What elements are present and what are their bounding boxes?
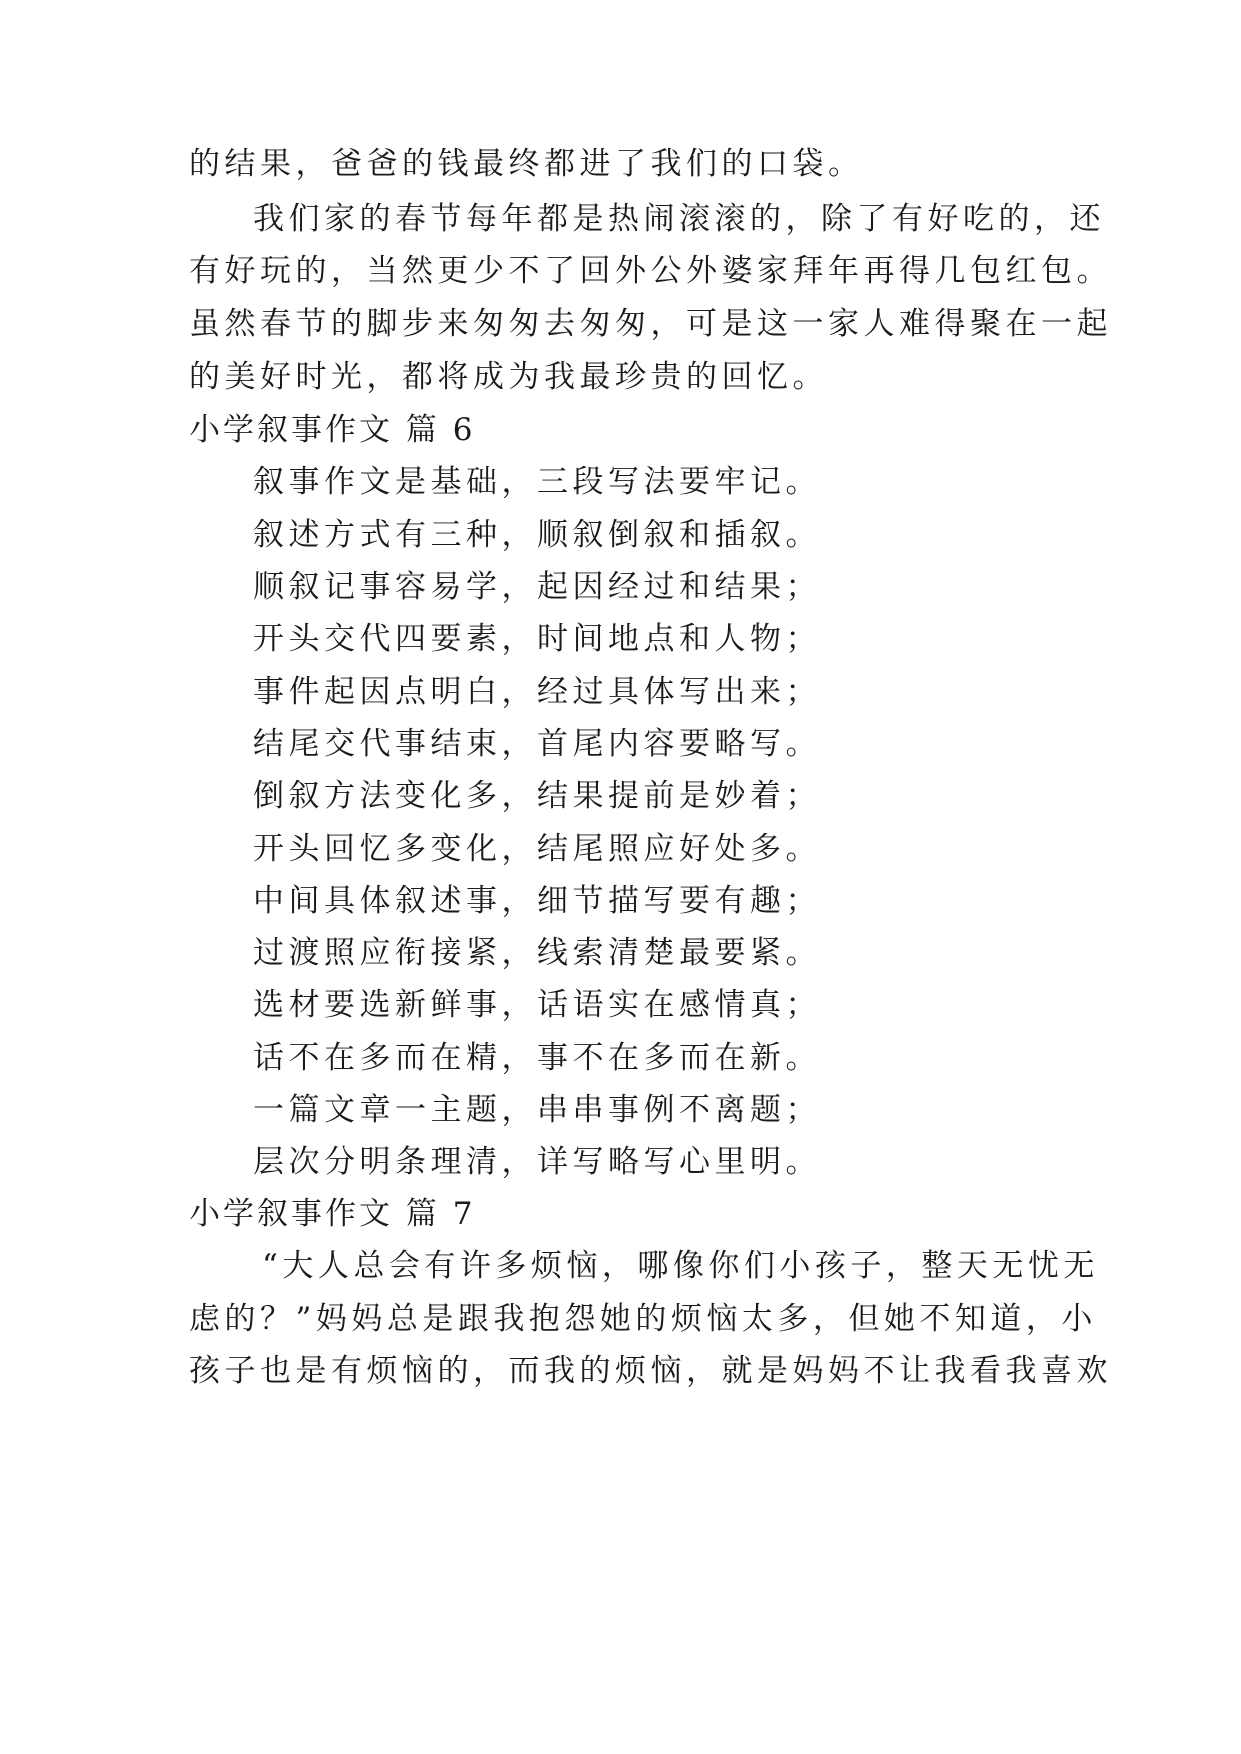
verse-line: 过渡照应衔接紧，线索清楚最要紧。 (253, 935, 821, 971)
verse-line: 一篇文章一主题，串串事例不离题； (253, 1092, 821, 1128)
paragraph-line: 虑的？”妈妈总是跟我抱怨她的烦恼太多，但她不知道，小 (189, 1301, 1097, 1337)
paragraph-line: 我们家的春节每年都是热闹滚滚的，除了有好吃的，还 (253, 201, 1105, 237)
verse-line: 层次分明条理清，详写略写心里明。 (253, 1144, 821, 1180)
verse-line: 叙事作文是基础，三段写法要牢记。 (253, 464, 821, 500)
section-heading: 小学叙事作文 篇 6 (189, 412, 476, 448)
verse-line: 结尾交代事结束，首尾内容要略写。 (253, 726, 821, 762)
verse-line: 话不在多而在精，事不在多而在新。 (253, 1040, 821, 1076)
verse-line: 事件起因点明白，经过具体写出来； (253, 674, 821, 710)
paragraph-line: 孩子也是有烦恼的，而我的烦恼，就是妈妈不让我看我喜欢 (189, 1353, 1112, 1389)
verse-line: 顺叙记事容易学，起因经过和结果； (253, 569, 821, 605)
section-heading: 小学叙事作文 篇 7 (189, 1196, 476, 1232)
verse-line: 叙述方式有三种，顺叙倒叙和插叙。 (253, 517, 821, 553)
paragraph-line: 有好玩的，当然更少不了回外公外婆家拜年再得几包红包。 (189, 253, 1112, 289)
verse-line: 开头交代四要素，时间地点和人物； (253, 621, 821, 657)
verse-line: 倒叙方法变化多，结果提前是妙着； (253, 778, 821, 814)
paragraph-line: 的结果，爸爸的钱最终都进了我们的口袋。 (189, 146, 864, 182)
paragraph-line: “大人总会有许多烦恼，哪像你们小孩子，整天无忧无 (262, 1248, 1099, 1284)
verse-line: 开头回忆多变化，结尾照应好处多。 (253, 831, 821, 867)
paragraph-line: 的美好时光，都将成为我最珍贵的回忆。 (189, 359, 828, 395)
paragraph-line: 虽然春节的脚步来匆匆去匆匆，可是这一家人难得聚在一起 (189, 306, 1112, 342)
verse-line: 选材要选新鲜事，话语实在感情真； (253, 987, 821, 1023)
verse-line: 中间具体叙述事，细节描写要有趣； (253, 883, 821, 919)
